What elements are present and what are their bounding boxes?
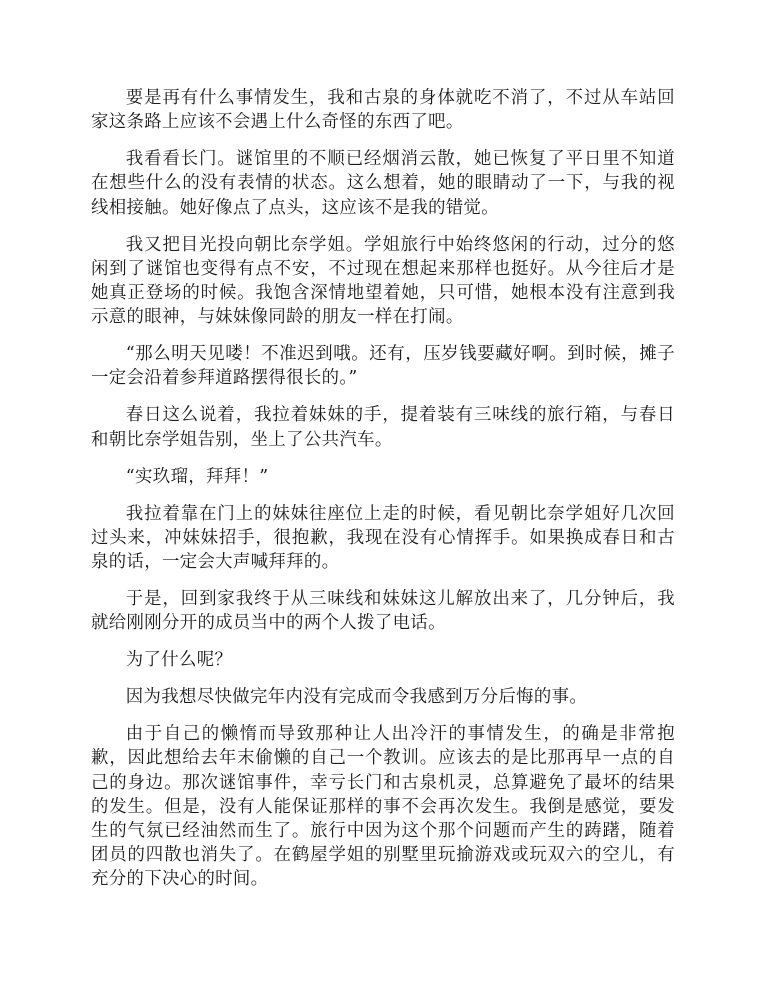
paragraph: 由于自己的懒惰而导致那种让人出冷汗的事情发生，的确是非常抱歉，因此想给去年末偷懒的自己一个教训。应该去的是比那再早一点的自己的身边。那次谜馆事件，幸亏长门和古泉机灵，总算避免了最坏的结果的发生。但是，没有人能保证那样的事不会再次发生。我倒是感觉，要发生的气氛已经油然而生了。旅行中因为这个那个问题而产生的踌躇，随着团员的四散也消失了。在鹤屋学姐的别墅里玩揄游戏或玩双六的空儿，有充分的下决心的时间。 [91,724,675,890]
paragraph: 我拉着靠在门上的妹妹往座位上走的时候，看见朝比奈学姐好几次回过头来，冲妹妹招手，很抱歉，我现在没有心情挥手。如果换成春日和古泉的话，一定会大声喊拜拜的。 [91,503,675,573]
paragraph: 我又把目光投向朝比奈学姐。学姐旅行中始终悠闲的行动，过分的悠闲到了谜馆也变得有点不安，不过现在想起来那样也挺好。从今往后才是她真正登场的时候。我饱含深情地望着她，只可惜，她根本没有注意到我示意的眼神，与妹妹像同龄的朋友一样在打闹。 [91,234,675,328]
paragraph: “那么明天见喽！不准迟到哦。还有，压岁钱要藏好啊。到时候，摊子一定会沿着参拜道路摆得很长的。” [91,344,675,389]
paragraph: 因为我想尽快做完年内没有完成而令我感到万分后悔的事。 [125,687,588,708]
paragraph: 于是，回到家我终于从三味线和妹妹这儿解放出来了，几分钟后，我就给刚刚分开的成员当中的两个人拨了电话。 [91,589,675,634]
paragraph: 春日这么说着，我拉着妹妹的手，提着装有三味线的旅行箱，与春日和朝比奈学姐告别，坐上了公共汽车。 [91,405,675,450]
paragraph: “实玖瑠，拜拜！” [125,466,269,487]
paragraph: 我看看长门。谜馆里的不顺已经烟消云散，她已恢复了平日里不知道在想些什么的没有表情的状态。这么想着，她的眼睛动了一下，与我的视线相接触。她好像点了点头，这应该不是我的错觉。 [91,149,675,218]
paragraph: 要是再有什么事情发生，我和古泉的身体就吃不消了，不过从车站回家这条路上应该不会遇上什么奇怪的东西了吧。 [91,88,675,133]
document-page [91,86,675,904]
paragraph: 为了什么呢？ [125,650,233,671]
